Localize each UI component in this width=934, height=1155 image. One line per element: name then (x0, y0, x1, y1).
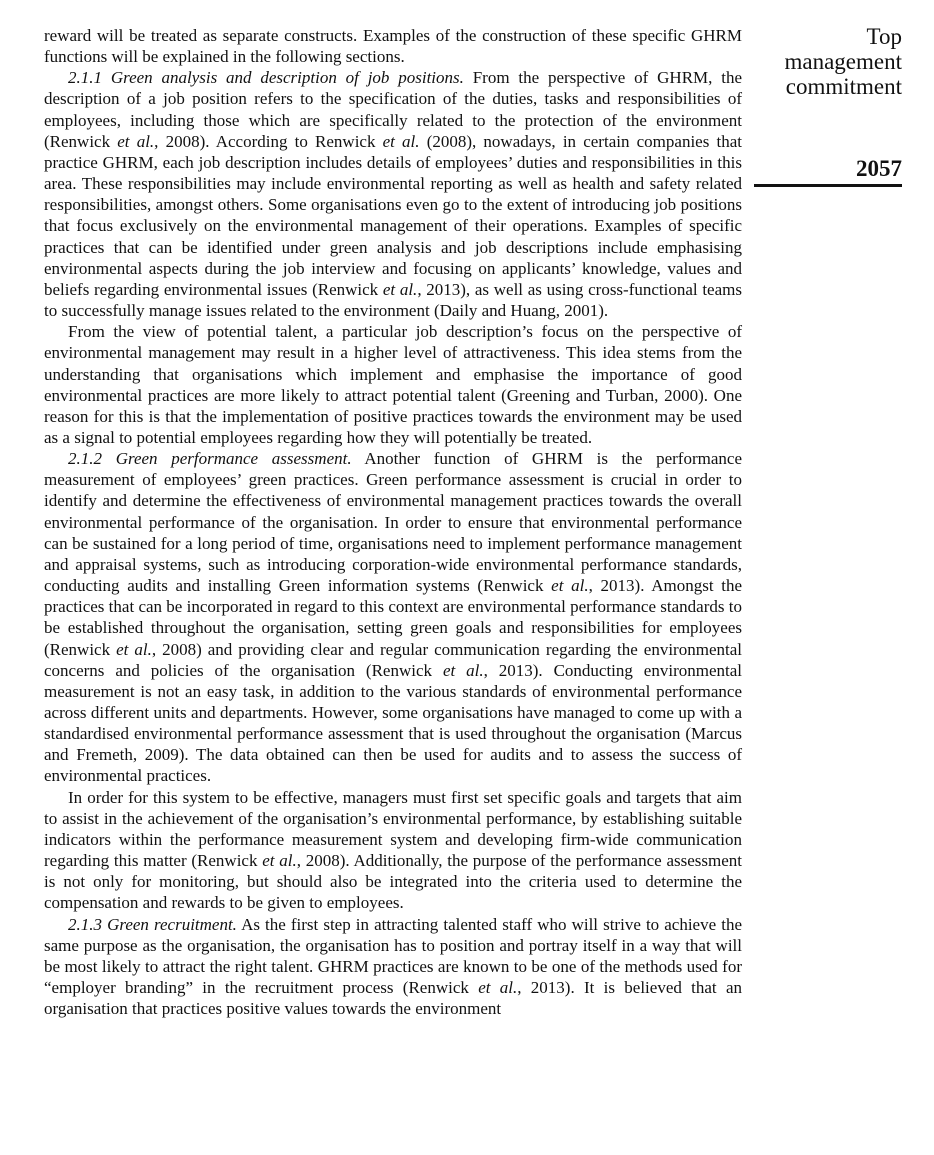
section-2-1-2 (44, 448, 742, 787)
running-title-line: Top (866, 24, 902, 49)
citation-etal: et al. (478, 978, 518, 998)
citation-etal: et al. (117, 131, 155, 151)
text-run: As the first step in attracting talented staff who will strive to achieve the same purpose as the organisation, the organisation has to position and portray itself in a way that will be most likely to attract the right talent. GHRM practices are known to be one of the methods used for “employer branding” in the recruitment process (Renwick (44, 914, 742, 998)
section-2-1-1 (44, 67, 742, 321)
text-run: (2008), nowadays, in certain companies that practice GHRM, each job description includes details of employees’ duties and responsibilities in this area. These responsibilities may include environmental reporting as well as health and safety related responsibilities, amongst others. Some organisations even go to the extent of introducing job positions that focus exclusively on the environmental management of their operations. Examples of specific practices that can be identified under green analysis and job descriptions include emphasising environmental aspects during the job interview and focusing on applicants’ knowledge, values and beliefs regarding environmental issues (Renwick (44, 131, 742, 299)
text-run: , 2008) and providing clear and regular communication regarding the environmental concerns and policies of the organisation (Renwick (44, 639, 742, 680)
citation-etal: et al. (116, 639, 152, 659)
article-body (44, 25, 742, 1019)
citation-etal: et al. (382, 279, 418, 299)
citation-etal: et al. (551, 576, 589, 596)
text-run: From the perspective of GHRM, the description of a job position refers to the specification of the duties, tasks and responsibilities of employees, including those which are specifically related to the protection of the environment (Renwick (44, 68, 742, 151)
section-heading: 2.1.2 Green performance assessment. (68, 449, 352, 469)
citation-etal: et al. (442, 660, 484, 680)
text-run: , 2013). It is believed that an organisation that practices positive values towards the environment (44, 978, 742, 1019)
page-number: 2057 (856, 156, 902, 181)
header-rule (754, 184, 902, 187)
text-run: In order for this system to be effective, managers must first set specific goals and targets that aim to assist in the achievement of the organisation’s environmental performance, by establishing suitable indicators within the performance measurement system and developing firm-wide communication regarding this matter (Renwick (44, 787, 742, 871)
text-run: , 2008). According to Renwick (154, 131, 383, 151)
text-run: , 2013). Amongst the practices that can be incorporated in regard to this context are environmental performance standards to be established throughout the organisation, setting green goals and responsibilities for employees (Renwick (44, 576, 742, 659)
text-run: Another function of GHRM is the performance measurement of employees’ green practices. Green performance assessment is crucial in order to identify and determine the effectiveness of environmental management practices towards the overall environmental performance of the organisation. In order to ensure that environmental performance can be sustained for a long period of time, organisations need to implement performance management and appraisal systems, such as introducing corporation-wide environmental performance standards, conducting audits and installing Green information systems (Renwick (44, 449, 742, 596)
citation-etal: et al. (382, 131, 420, 151)
running-title-line: management (784, 49, 902, 74)
text-run: , 2008). Additionally, the purpose of the performance assessment is not only for monitoring, but should also be integrated into the criteria used to determine the compensation and rewards to be given to employees. (44, 851, 742, 913)
running-title (760, 24, 902, 99)
text-run: , 2013), as well as using cross-functional teams to successfully manage issues related to the environment (Daily and Huang, 2001). (44, 279, 742, 321)
section-heading: 2.1.1 Green analysis and description of job positions. (68, 68, 464, 88)
paragraph-intro (44, 25, 742, 67)
section-2-1-3 (44, 914, 742, 1020)
paragraph-potential-talent (44, 321, 742, 448)
running-title-line: commitment (785, 74, 902, 99)
citation-etal: et al. (262, 851, 297, 871)
paragraph-text: From the view of potential talent, a particular job description’s focus on the perspective of environmental management may result in a higher level of attractiveness. This idea stems from the understanding that organisations which implement and emphasise the importance of good environmental practices are more likely to attract potential talent (Greening and Turban, 2000). One reason for this is that the implementation of positive practices towards the environment may be used as a signal to potential employees regarding how they will potentially be treated. (44, 322, 742, 447)
section-heading: 2.1.3 Green recruitment. (68, 914, 237, 934)
text-run: , 2013). Conducting environmental measurement is not an easy task, in addition to the various standards of environmental performance across different units and departments. However, some organisations have managed to come up with a standardised environmental performance assessment that is used throughout the organisation (Marcus and Fremeth, 2009). The data obtained can then be used for audits and to assess the success of environmental practices. (44, 660, 742, 786)
paragraph-system-effective (44, 787, 742, 914)
paragraph-text: reward will be treated as separate constructs. Examples of the construction of these specific GHRM functions will be explained in the following sections. (44, 26, 742, 67)
